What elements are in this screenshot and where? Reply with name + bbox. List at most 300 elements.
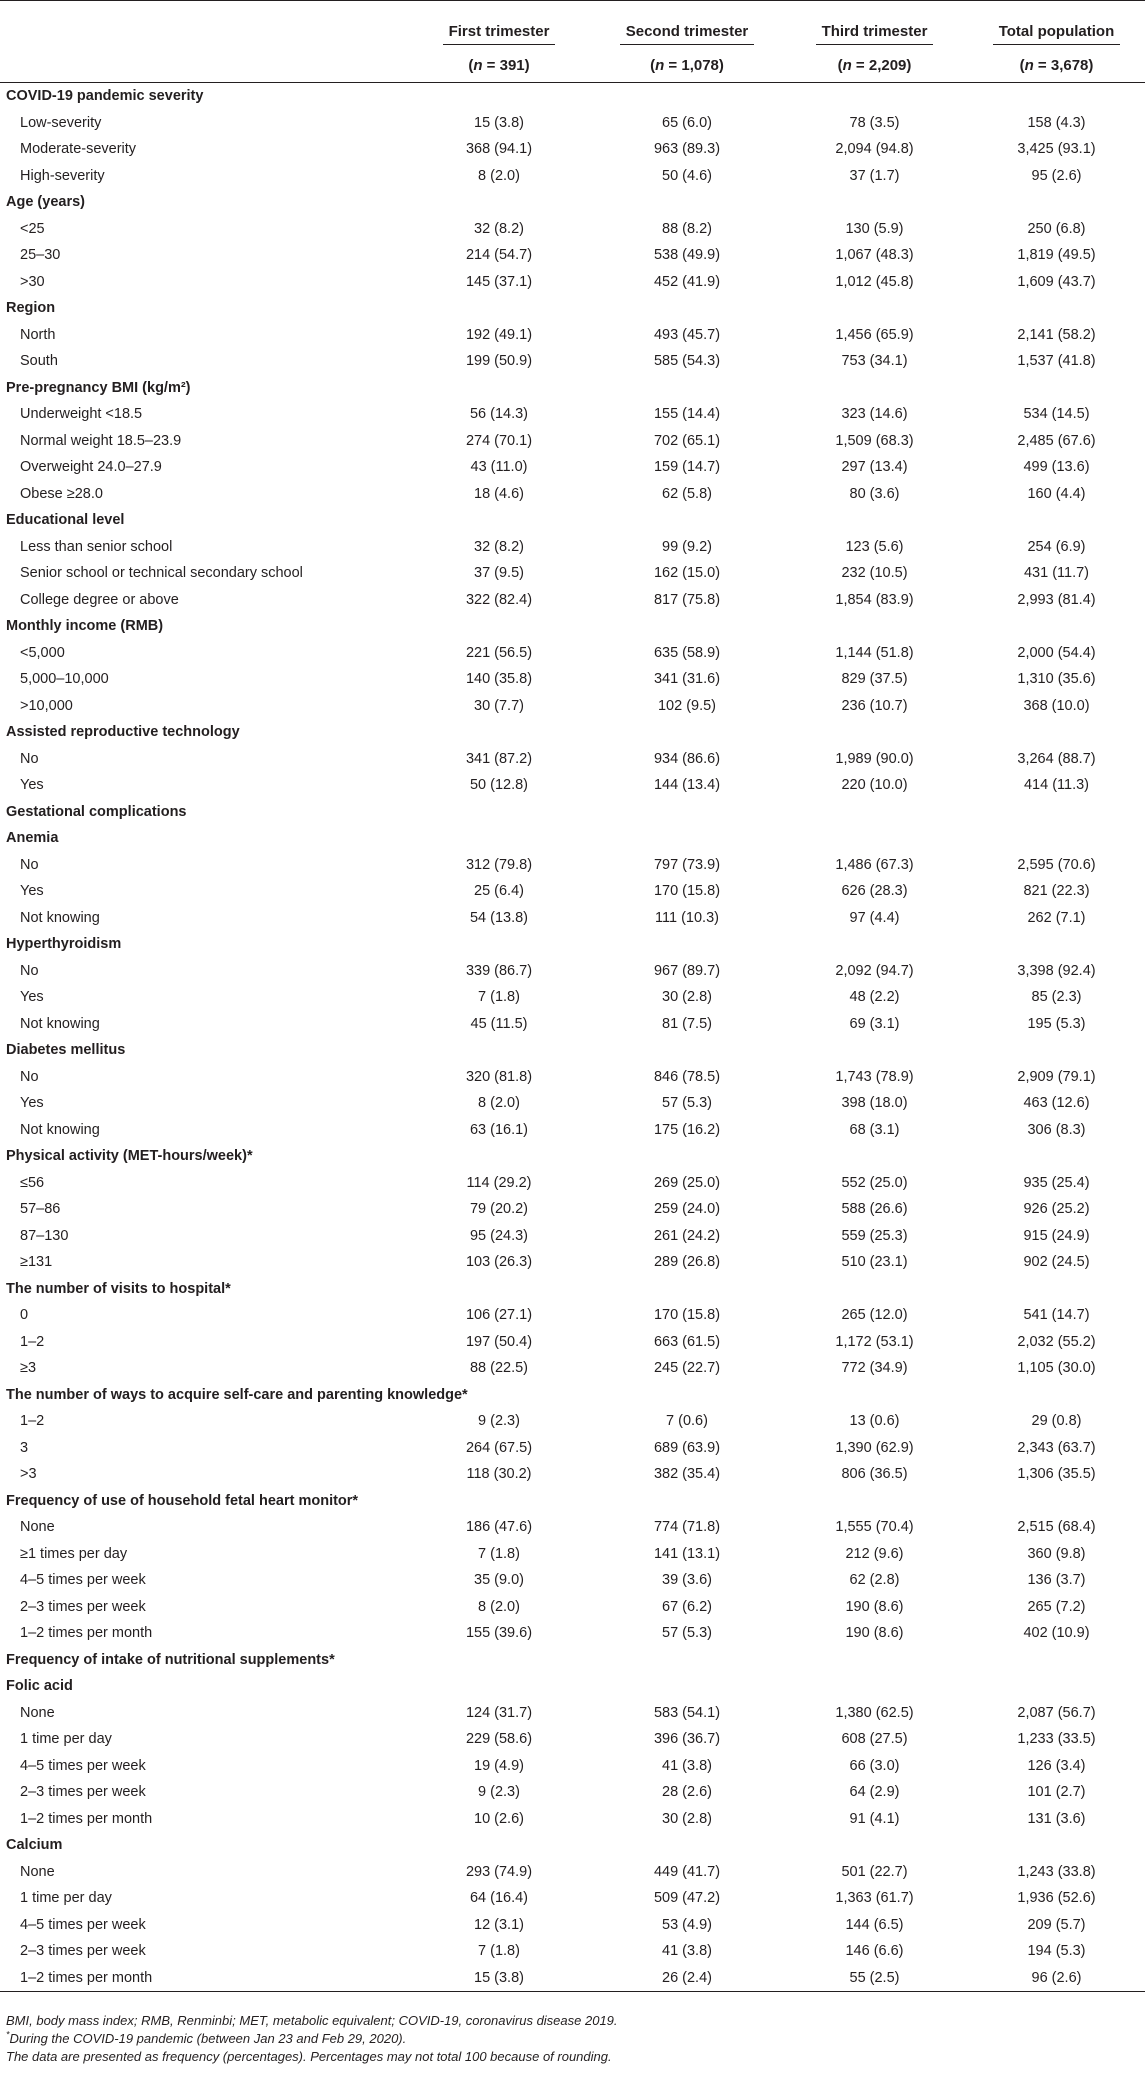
value-cell: 186 (47.6) (465, 1519, 533, 1536)
table-row (0, 1011, 1145, 1038)
value-cell: 935 (25.4) (1023, 1174, 1090, 1191)
value-cell: 341 (31.6) (653, 671, 721, 688)
table-row (0, 269, 1145, 296)
value-cell: 158 (4.3) (1027, 114, 1086, 131)
value-cell: 175 (16.2) (653, 1121, 721, 1138)
value-cell: 41 (3.8) (662, 1943, 712, 1960)
table-row (0, 1090, 1145, 1117)
section-header-row (0, 375, 1145, 402)
value-cell: 663 (61.5) (653, 1333, 721, 1350)
value-cell: 1,456 (65.9) (835, 326, 914, 343)
section-label: Gestational complications (6, 803, 187, 820)
value-cell: 269 (25.0) (653, 1174, 721, 1191)
value-cell: 1,486 (67.3) (835, 856, 914, 873)
table-row (0, 136, 1145, 163)
section-label: Hyperthyroidism (6, 936, 122, 953)
value-cell: 25 (6.4) (474, 883, 524, 900)
table-row (0, 1329, 1145, 1356)
value-cell: 101 (2.7) (1027, 1784, 1086, 1801)
header-n-total: (n = 3,678) (968, 49, 1145, 83)
value-cell: 50 (4.6) (662, 167, 712, 184)
row-label: Less than senior school (20, 538, 173, 555)
value-cell: 1,537 (41.8) (1017, 353, 1096, 370)
value-cell (781, 1037, 968, 1064)
value-cell: 28 (2.6) (662, 1784, 712, 1801)
value-cell (781, 189, 968, 216)
row-label: Moderate-severity (20, 141, 137, 158)
value-cell: 915 (24.9) (1023, 1227, 1090, 1244)
value-cell (968, 1832, 1145, 1859)
value-cell: 396 (36.7) (653, 1731, 721, 1748)
row-label: Yes (20, 1095, 44, 1112)
value-cell: 131 (3.6) (1027, 1810, 1086, 1827)
section-label: Region (6, 300, 56, 317)
value-cell: 509 (47.2) (653, 1890, 721, 1907)
value-cell: 232 (10.5) (841, 565, 908, 582)
table-body (0, 83, 1145, 1992)
value-cell: 339 (86.7) (465, 962, 533, 979)
value-cell (968, 1488, 1145, 1515)
value-cell: 19 (4.9) (474, 1757, 524, 1774)
value-cell: 62 (5.8) (662, 485, 712, 502)
value-cell: 2,092 (94.7) (835, 962, 914, 979)
value-cell (781, 825, 968, 852)
value-cell (968, 507, 1145, 534)
value-cell (781, 1488, 968, 1515)
header-n-second: (n = 1,078) (593, 49, 781, 83)
value-cell: 7 (0.6) (666, 1413, 708, 1430)
value-cell: 463 (12.6) (1023, 1095, 1090, 1112)
value-cell: 772 (34.9) (841, 1360, 908, 1377)
value-cell: 96 (2.6) (968, 1965, 1145, 1992)
value-cell: 114 (29.2) (466, 1174, 532, 1191)
value-cell: 221 (56.5) (465, 644, 533, 661)
value-cell: 2,909 (79.1) (1017, 1068, 1096, 1085)
value-cell: 29 (0.8) (1031, 1413, 1082, 1430)
footnote-pandemic-text: During the COVID-19 pandemic (between Jan 23 and Feb 29, 2020). (9, 2031, 407, 2046)
table-row (0, 1912, 1145, 1939)
value-cell (593, 295, 781, 322)
value-cell: 846 (78.5) (653, 1068, 721, 1085)
value-cell: 245 (22.7) (653, 1360, 721, 1377)
value-cell: 45 (11.5) (470, 1015, 528, 1032)
value-cell: 2,087 (56.7) (1017, 1704, 1096, 1721)
row-label: High-severity (20, 167, 105, 184)
table-row (0, 454, 1145, 481)
value-cell (593, 507, 781, 534)
value-cell: 501 (22.7) (841, 1863, 908, 1880)
table-row (0, 1567, 1145, 1594)
value-cell: 68 (3.1) (849, 1121, 900, 1138)
section-header-row (0, 507, 1145, 534)
table-row (0, 878, 1145, 905)
value-cell: 54 (13.8) (469, 909, 529, 926)
row-label: Not knowing (20, 1121, 100, 1138)
header-second-trimester-label: Second trimester (620, 23, 755, 45)
row-label: Senior school or technical secondary school (20, 565, 303, 582)
table-row (0, 242, 1145, 269)
value-cell: 265 (12.0) (841, 1307, 908, 1324)
section-label: Folic acid (6, 1678, 73, 1695)
value-cell: 30 (2.8) (662, 1810, 712, 1827)
row-label: 57–86 (20, 1201, 61, 1218)
row-label: None (20, 1704, 55, 1721)
value-cell: 1,012 (45.8) (835, 273, 914, 290)
value-cell: 66 (3.0) (849, 1757, 900, 1774)
value-cell: 18 (4.6) (474, 485, 524, 502)
value-cell: 37 (1.7) (849, 167, 900, 184)
value-cell: 56 (14.3) (469, 406, 529, 423)
table-row (0, 322, 1145, 349)
value-cell: 1,310 (35.6) (1017, 671, 1096, 688)
row-label: 1 time per day (20, 1731, 112, 1748)
row-label: Not knowing (20, 1015, 100, 1032)
section-label: Pre-pregnancy BMI (kg/m²) (6, 379, 191, 396)
table-row (0, 428, 1145, 455)
value-cell (405, 1276, 593, 1303)
value-cell: 254 (6.9) (1027, 538, 1086, 555)
value-cell: 236 (10.7) (841, 697, 908, 714)
value-cell: 1,743 (78.9) (835, 1068, 914, 1085)
value-cell: 155 (14.4) (653, 406, 721, 423)
table-row (0, 1170, 1145, 1197)
value-cell (968, 83, 1145, 110)
table-row (0, 1408, 1145, 1435)
header-total-population-label: Total population (993, 23, 1121, 45)
value-cell: 534 (14.5) (1023, 406, 1090, 423)
value-cell: 583 (54.1) (653, 1704, 721, 1721)
value-cell: 368 (10.0) (1023, 697, 1090, 714)
row-label: 1–2 (20, 1333, 45, 1350)
value-cell: 289 (26.8) (653, 1254, 721, 1271)
value-cell: 7 (1.8) (478, 989, 520, 1006)
row-label: 87–130 (20, 1227, 69, 1244)
table-row (0, 1196, 1145, 1223)
header-n-row (0, 49, 1145, 83)
value-cell: 797 (73.9) (653, 856, 721, 873)
value-cell: 608 (27.5) (841, 1731, 908, 1748)
value-cell (593, 719, 781, 746)
value-cell: 1,243 (33.8) (1017, 1863, 1096, 1880)
table-row (0, 1355, 1145, 1382)
value-cell (968, 825, 1145, 852)
value-cell: 30 (7.7) (474, 697, 524, 714)
value-cell: 10 (2.6) (474, 1810, 524, 1827)
value-cell: 414 (11.3) (1023, 777, 1090, 794)
row-label: 0 (20, 1307, 29, 1324)
section-header-row (0, 1382, 1145, 1409)
value-cell: 449 (41.7) (653, 1863, 721, 1880)
table-footnotes (6, 2012, 1136, 2066)
section-label: Age (years) (6, 194, 85, 211)
value-cell: 452 (41.9) (653, 273, 721, 290)
header-second-trimester (593, 1, 781, 50)
section-header-row (0, 1143, 1145, 1170)
value-cell: 1,854 (83.9) (835, 591, 914, 608)
value-cell (781, 1673, 968, 1700)
header-n-blank (0, 49, 405, 83)
value-cell: 3,398 (92.4) (1017, 962, 1096, 979)
table-row (0, 163, 1145, 190)
value-cell: 1,819 (49.5) (1017, 247, 1096, 264)
row-label: ≥3 (20, 1360, 37, 1377)
value-cell (405, 83, 593, 110)
table-row (0, 1965, 1145, 1992)
value-cell: 69 (3.1) (849, 1015, 900, 1032)
value-cell (968, 931, 1145, 958)
value-cell: 15 (3.8) (474, 114, 524, 131)
value-cell: 274 (70.1) (465, 432, 533, 449)
table-row (0, 110, 1145, 137)
value-cell: 3,425 (93.1) (1017, 141, 1096, 158)
section-label: Assisted reproductive technology (6, 724, 240, 741)
row-label: >3 (20, 1466, 37, 1483)
value-cell: 197 (50.4) (465, 1333, 533, 1350)
value-cell (781, 83, 968, 110)
table-row (0, 1700, 1145, 1727)
value-cell (405, 719, 593, 746)
value-cell: 141 (13.1) (653, 1545, 721, 1562)
section-label: Frequency of intake of nutritional supplements* (6, 1651, 335, 1668)
table-row (0, 401, 1145, 428)
table-row (0, 772, 1145, 799)
footnote-pandemic-period (6, 2030, 1136, 2048)
section-label: The number of visits to hospital* (6, 1280, 231, 1297)
value-cell: 212 (9.6) (845, 1545, 904, 1562)
section-header-row (0, 1276, 1145, 1303)
table-row (0, 905, 1145, 932)
row-label: 2–3 times per week (20, 1943, 146, 1960)
table-row (0, 1223, 1145, 1250)
value-cell (968, 295, 1145, 322)
table-header (0, 1, 1145, 83)
value-cell: 967 (89.7) (653, 962, 721, 979)
header-n-first: (n = 391) (405, 49, 593, 83)
value-cell: 12 (3.1) (474, 1916, 524, 1933)
header-first-trimester (405, 1, 593, 50)
value-cell: 926 (25.2) (1023, 1201, 1090, 1218)
value-cell: 162 (15.0) (653, 565, 721, 582)
section-header-row (0, 799, 1145, 826)
section-header-row (0, 83, 1145, 110)
section-label: Frequency of use of household fetal heart monitor* (6, 1492, 359, 1509)
value-cell: 499 (13.6) (1023, 459, 1090, 476)
value-cell (781, 1382, 968, 1409)
value-cell (405, 507, 593, 534)
value-cell (968, 1143, 1145, 1170)
row-label: 5,000–10,000 (20, 671, 109, 688)
value-cell (405, 613, 593, 640)
table-row (0, 1249, 1145, 1276)
value-cell: 431 (11.7) (1023, 565, 1090, 582)
header-third-trimester (781, 1, 968, 50)
footnote-data-note: The data are presented as frequency (percentages). Percentages may not total 100 because of rounding. (6, 2049, 612, 2064)
table-row (0, 1541, 1145, 1568)
table-row (0, 640, 1145, 667)
value-cell: 817 (75.8) (653, 591, 721, 608)
table-row (0, 534, 1145, 561)
value-cell: 261 (24.2) (653, 1227, 721, 1244)
row-label: College degree or above (20, 591, 179, 608)
value-cell: 194 (5.3) (1027, 1943, 1086, 1960)
value-cell: 88 (22.5) (469, 1360, 529, 1377)
section-label: The number of ways to acquire self-care and parenting knowledge* (6, 1386, 468, 1403)
value-cell (781, 1276, 968, 1303)
value-cell: 63 (16.1) (469, 1121, 529, 1138)
value-cell: 195 (5.3) (1027, 1015, 1086, 1032)
value-cell (593, 1037, 781, 1064)
value-cell: 1,306 (35.5) (1017, 1466, 1096, 1483)
value-cell: 360 (9.8) (1027, 1545, 1086, 1562)
value-cell: 64 (2.9) (849, 1784, 900, 1801)
value-cell: 37 (9.5) (474, 565, 524, 582)
row-label: 3 (20, 1439, 29, 1456)
row-label: 4–5 times per week (20, 1916, 146, 1933)
row-label: Normal weight 18.5–23.9 (20, 432, 182, 449)
header-first-trimester-label: First trimester (443, 23, 556, 45)
row-label: Yes (20, 883, 44, 900)
value-cell: 635 (58.9) (653, 644, 721, 661)
value-cell: 2,515 (68.4) (1017, 1519, 1096, 1536)
value-cell: 510 (23.1) (841, 1254, 908, 1271)
value-cell: 7 (1.8) (478, 1545, 520, 1562)
value-cell: 91 (4.1) (849, 1810, 900, 1827)
row-label: 1–2 times per month (0, 1965, 405, 1992)
value-cell: 1,380 (62.5) (835, 1704, 914, 1721)
row-label: Low-severity (20, 114, 102, 131)
table-row (0, 1620, 1145, 1647)
header-row (0, 1, 1145, 50)
value-cell: 585 (54.3) (653, 353, 721, 370)
value-cell (968, 1647, 1145, 1674)
table-row (0, 1117, 1145, 1144)
section-header-row (0, 1037, 1145, 1064)
value-cell: 1,390 (62.9) (835, 1439, 914, 1456)
value-cell: 1,067 (48.3) (835, 247, 914, 264)
value-cell: 124 (31.7) (465, 1704, 533, 1721)
row-label: 2–3 times per week (20, 1784, 146, 1801)
value-cell: 111 (10.3) (655, 909, 719, 926)
value-cell: 1,172 (53.1) (835, 1333, 914, 1350)
row-label: 25–30 (20, 247, 61, 264)
value-cell: 2,000 (54.4) (1017, 644, 1096, 661)
section-label: Physical activity (MET-hours/week)* (6, 1148, 253, 1165)
row-label: Obese ≥28.0 (20, 485, 103, 502)
value-cell (781, 375, 968, 402)
table-row (0, 1514, 1145, 1541)
value-cell: 65 (6.0) (662, 114, 712, 131)
value-cell: 103 (26.3) (465, 1254, 533, 1271)
value-cell: 8 (2.0) (478, 1095, 520, 1112)
value-cell: 7 (1.8) (478, 1943, 520, 1960)
value-cell (968, 1673, 1145, 1700)
value-cell: 806 (36.5) (841, 1466, 908, 1483)
value-cell: 199 (50.9) (465, 353, 533, 370)
value-cell (968, 719, 1145, 746)
value-cell (405, 799, 593, 826)
value-cell: 1,989 (90.0) (835, 750, 914, 767)
value-cell (593, 931, 781, 958)
value-cell: 57 (5.3) (662, 1625, 712, 1642)
value-cell (405, 825, 593, 852)
row-label: North (20, 326, 56, 343)
value-cell (593, 1143, 781, 1170)
value-cell: 130 (5.9) (845, 220, 904, 237)
value-cell: 140 (35.8) (465, 671, 533, 688)
row-label: 2–3 times per week (20, 1598, 146, 1615)
value-cell (405, 295, 593, 322)
row-label: No (20, 856, 39, 873)
row-label: ≤56 (20, 1174, 45, 1191)
value-cell: 312 (79.8) (465, 856, 533, 873)
header-n-third: (n = 2,209) (781, 49, 968, 83)
table-row (0, 984, 1145, 1011)
value-cell (968, 189, 1145, 216)
section-header-row (0, 1832, 1145, 1859)
value-cell: 262 (7.1) (1027, 909, 1086, 926)
value-cell: 541 (14.7) (1023, 1307, 1090, 1324)
value-cell (405, 1673, 593, 1700)
table-row (0, 1461, 1145, 1488)
header-total-population (968, 1, 1145, 50)
value-cell: 1,936 (52.6) (1017, 1890, 1096, 1907)
row-label: No (20, 750, 39, 767)
value-cell: 2,141 (58.2) (1017, 326, 1096, 343)
table-row (0, 1779, 1145, 1806)
row-label: 1–2 times per month (20, 1625, 153, 1642)
footnote-abbreviations: BMI, body mass index; RMB, Renminbi; MET, metabolic equivalent; COVID-19, coronavirus disease 2019. (6, 2013, 618, 2028)
table-row (0, 1064, 1145, 1091)
section-label: Monthly income (RMB) (6, 618, 164, 635)
value-cell: 35 (9.0) (474, 1572, 524, 1589)
value-cell: 320 (81.8) (465, 1068, 533, 1085)
value-cell: 229 (58.6) (465, 1731, 533, 1748)
table-row (0, 348, 1145, 375)
value-cell (405, 1488, 593, 1515)
value-cell: 382 (35.4) (653, 1466, 721, 1483)
value-cell: 2,595 (70.6) (1017, 856, 1096, 873)
value-cell: 341 (87.2) (465, 750, 533, 767)
value-cell: 9 (2.3) (478, 1413, 520, 1430)
value-cell (405, 1037, 593, 1064)
value-cell (405, 189, 593, 216)
value-cell (405, 1143, 593, 1170)
value-cell (593, 799, 781, 826)
table-row (0, 1435, 1145, 1462)
value-cell: 702 (65.1) (653, 432, 721, 449)
value-cell: 39 (3.6) (662, 1572, 712, 1589)
value-cell: 214 (54.7) (465, 247, 533, 264)
value-cell: 55 (2.5) (781, 1965, 968, 1992)
value-cell: 902 (24.5) (1023, 1254, 1090, 1271)
row-label: >10,000 (20, 697, 73, 714)
value-cell: 9 (2.3) (478, 1784, 520, 1801)
value-cell: 8 (2.0) (478, 1598, 520, 1615)
value-cell (781, 931, 968, 958)
value-cell: 626 (28.3) (841, 883, 908, 900)
value-cell (593, 825, 781, 852)
value-cell: 306 (8.3) (1027, 1121, 1086, 1138)
section-header-row (0, 295, 1145, 322)
value-cell: 126 (3.4) (1027, 1757, 1086, 1774)
value-cell: 1,105 (30.0) (1017, 1360, 1096, 1377)
value-cell (968, 1037, 1145, 1064)
value-cell: 8 (2.0) (478, 167, 520, 184)
section-label: Diabetes mellitus (6, 1042, 126, 1059)
value-cell: 85 (2.3) (1031, 989, 1082, 1006)
row-label: <25 (20, 220, 45, 237)
row-label: 4–5 times per week (20, 1757, 146, 1774)
